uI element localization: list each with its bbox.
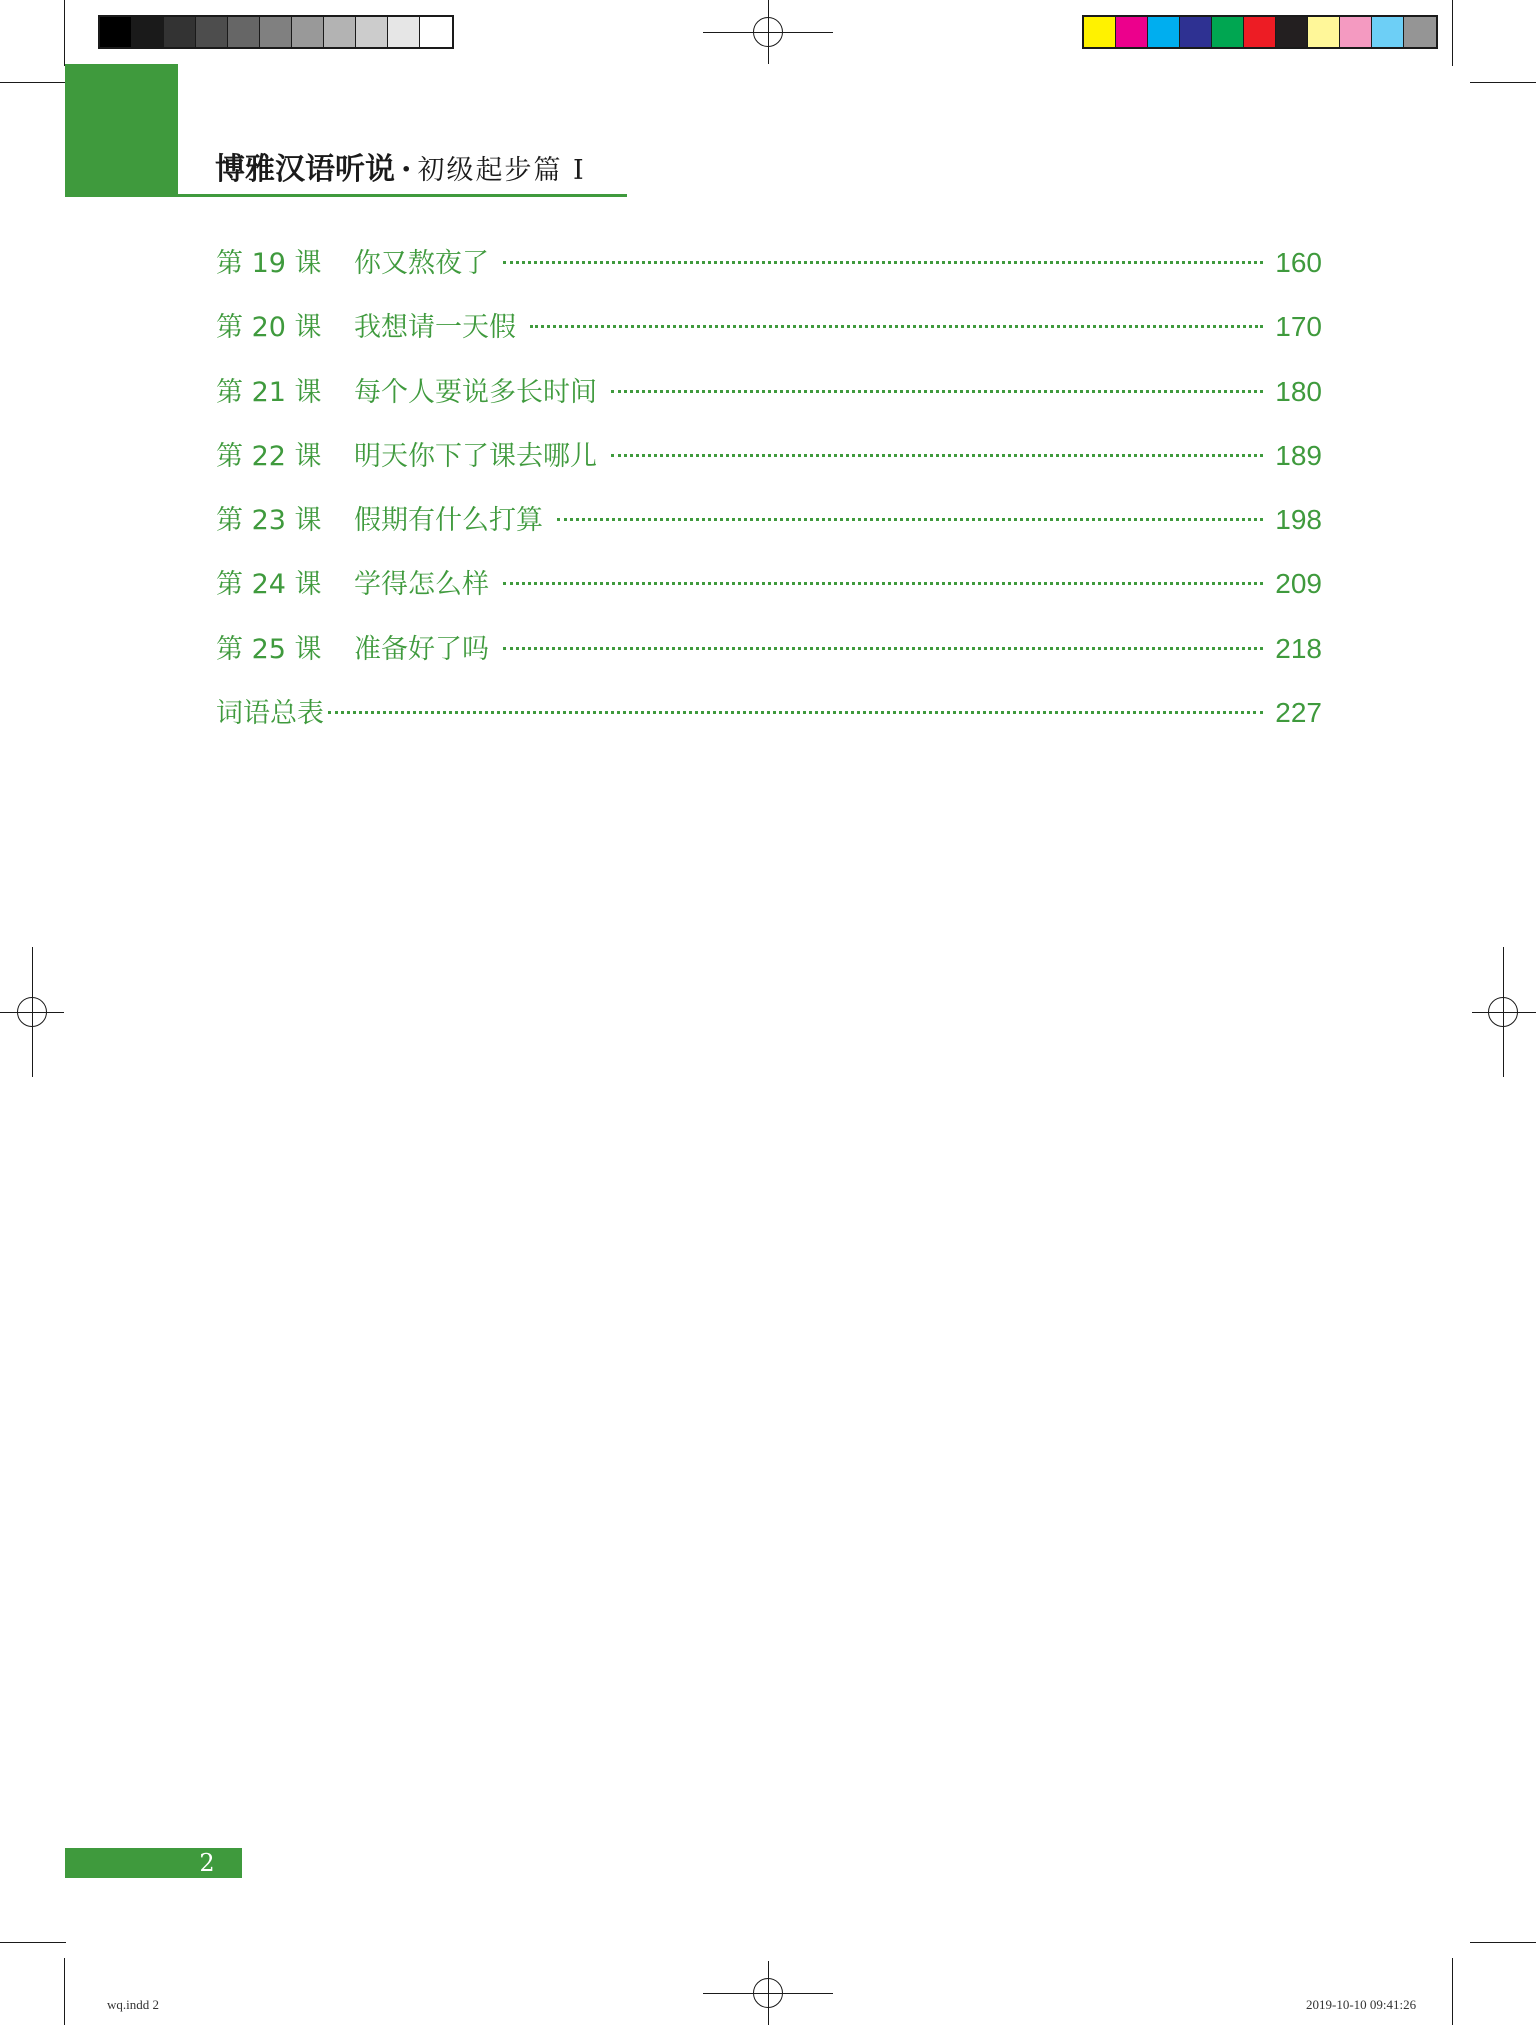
toc-page-number: 227: [1275, 697, 1322, 729]
toc-page-number: 180: [1275, 375, 1322, 407]
toc-page-number: 189: [1275, 439, 1322, 471]
toc-dot-leader: [530, 325, 1263, 328]
calibration-swatch: [1308, 17, 1340, 47]
calibration-swatch: [1212, 17, 1244, 47]
calibration-swatch: [1372, 17, 1404, 47]
file-slug: wq.indd 2: [107, 1997, 159, 2012]
calibration-swatch: [164, 17, 196, 47]
toc-entry[interactable]: [216, 626, 1322, 690]
calibration-swatch: [1084, 17, 1116, 47]
calibration-swatch: [1180, 17, 1212, 47]
header-green-block: [65, 64, 178, 196]
timestamp-slug: 2019-10-10 09:41:26: [1306, 1997, 1417, 2012]
toc-title: 学得怎么样: [354, 569, 489, 601]
color-calibration-bar: [1082, 15, 1438, 49]
toc-dot-leader: [557, 518, 1263, 521]
toc-lesson-number: 第 25 课: [216, 633, 322, 665]
toc-page-number: 170: [1275, 311, 1322, 343]
toc-lesson-number: 第 24 课: [216, 569, 322, 601]
toc-title: 你又熬夜了: [354, 248, 489, 279]
toc-lesson-number: 第 20 课: [216, 312, 322, 344]
toc-dot-leader: [503, 582, 1263, 585]
calibration-swatch: [196, 17, 228, 47]
calibration-swatch: [324, 17, 356, 47]
toc-entry[interactable]: [216, 240, 1322, 304]
toc-lesson-number: 第 21 课: [216, 376, 322, 408]
book-title: 博雅汉语听说: [215, 152, 395, 187]
calibration-swatch: [100, 17, 132, 47]
toc-title: 假期有什么打算: [354, 505, 543, 537]
calibration-swatch: [420, 17, 452, 47]
toc-lesson-number: 第 19 课: [216, 248, 322, 279]
calibration-swatch: [292, 17, 324, 47]
toc-page-number: 218: [1275, 632, 1322, 664]
toc-title: 每个人要说多长时间: [354, 376, 597, 408]
calibration-swatch: [260, 17, 292, 47]
table-of-contents: [216, 240, 1322, 754]
toc-lesson-number: 第 22 课: [216, 440, 322, 472]
book-subtitle: 初级起步篇 I: [417, 155, 586, 186]
calibration-swatch: [356, 17, 388, 47]
calibration-swatch: [1404, 17, 1436, 47]
calibration-swatch: [1148, 17, 1180, 47]
gray-calibration-bar: [98, 15, 454, 49]
toc-page-number: 160: [1275, 247, 1322, 278]
calibration-swatch: [388, 17, 420, 47]
toc-lesson-number: 第 23 课: [216, 505, 322, 537]
calibration-swatch: [228, 17, 260, 47]
toc-page-number: 198: [1275, 504, 1322, 536]
toc-dot-leader: [611, 454, 1263, 457]
toc-dot-leader: [503, 261, 1263, 264]
header-rule: [65, 194, 627, 197]
calibration-swatch: [1244, 17, 1276, 47]
toc-entry[interactable]: [216, 304, 1322, 368]
header-separator: ·: [401, 152, 412, 187]
toc-entry[interactable]: [216, 369, 1322, 433]
calibration-swatch: [1116, 17, 1148, 47]
calibration-swatch: [1340, 17, 1372, 47]
toc-title: 明天你下了课去哪儿: [354, 440, 597, 472]
page-number: 2: [199, 1849, 215, 1877]
toc-title: 我想请一天假: [354, 312, 516, 344]
toc-entry[interactable]: [216, 433, 1322, 497]
running-header: [215, 150, 586, 190]
toc-dot-leader: [611, 390, 1263, 393]
toc-dot-leader: [328, 711, 1263, 714]
toc-title: 准备好了吗: [354, 633, 489, 665]
calibration-swatch: [132, 17, 164, 47]
toc-entry[interactable]: [216, 690, 1322, 754]
toc-entry[interactable]: [216, 561, 1322, 625]
calibration-swatch: [1276, 17, 1308, 47]
toc-entry[interactable]: [216, 497, 1322, 561]
toc-page-number: 209: [1275, 568, 1322, 600]
toc-dot-leader: [503, 647, 1263, 650]
toc-title: 词语总表: [216, 698, 324, 730]
